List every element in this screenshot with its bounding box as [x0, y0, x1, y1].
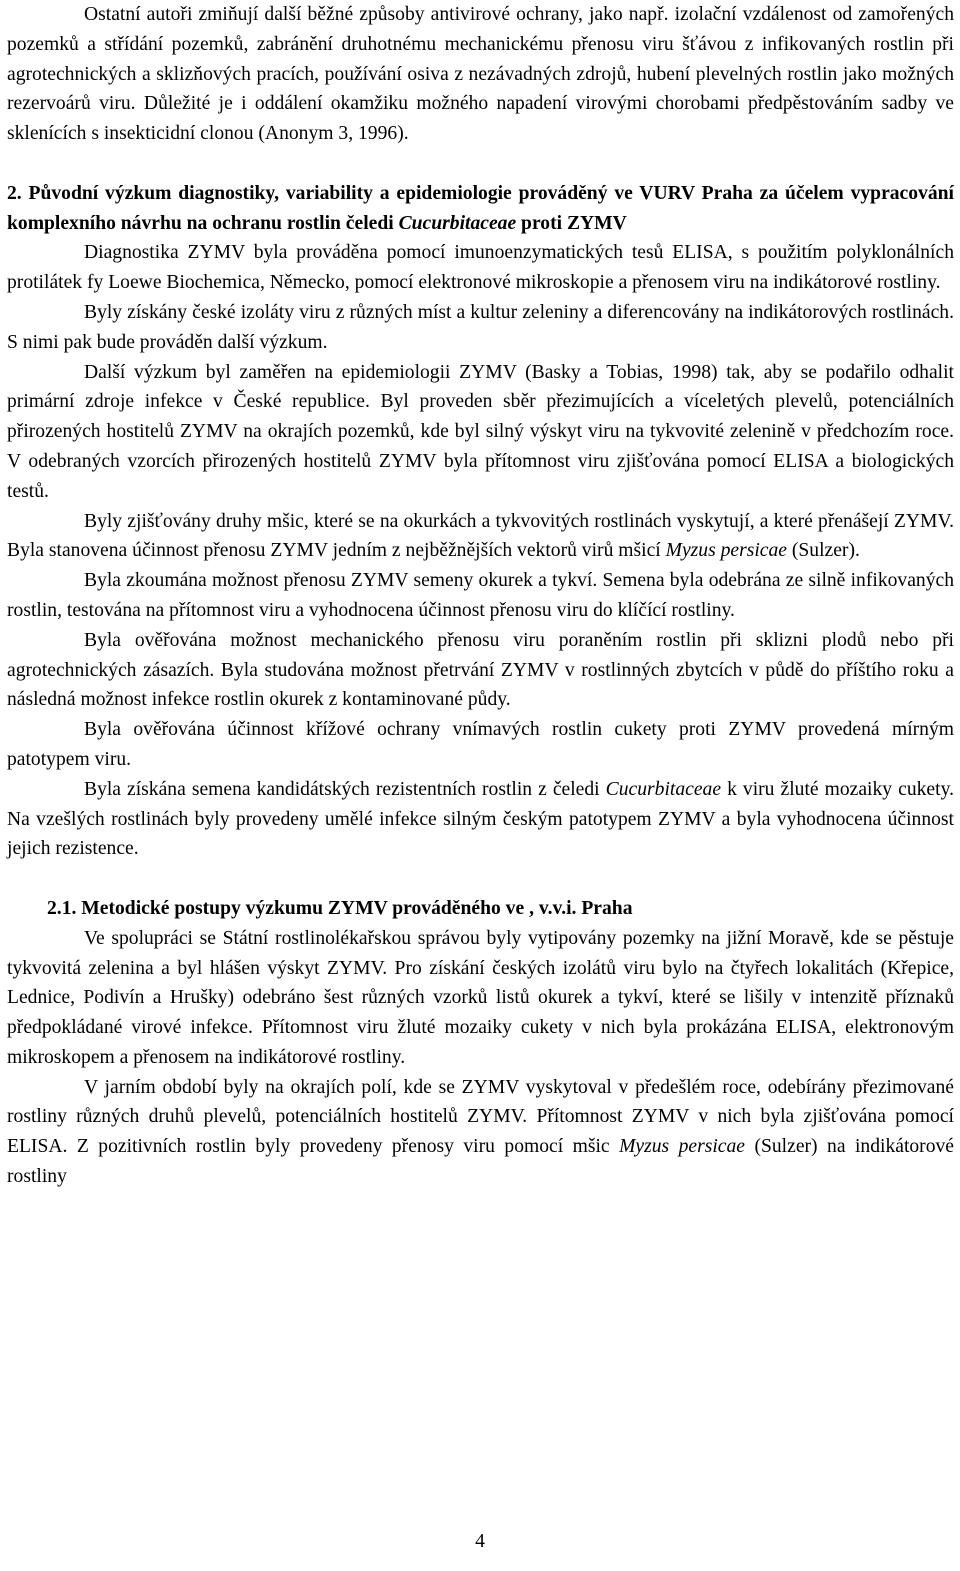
section-2-paragraph-4 [7, 507, 954, 567]
section-2-1-p2-italic: Myzus persicae [619, 1136, 745, 1158]
section-2-paragraph-3: Další výzkum byl zaměřen na epidemiologii ZYMV (Basky a Tobias, 1998) tak, aby se podařilo odhalit primární zdroje infekce v České republice. Byl proveden sběr přezimujících a víceletých plevelů, potenciálních přirozených hostitelů ZYMV na okrajích pozemků, kde byl silný výskyt viru na tykvovité zelenině v předchozím roce. V odebraných vzorcích přirozených hostitelů ZYMV byla přítomnost viru zjišťována pomocí ELISA a biologických testů. [7, 361, 954, 502]
intro-text-part2: Důležité je i oddálení okamžiku možného napadení virovými chorobami předpěstováním sadby ve sklenících s insekticidní clonou (Anonym 3, 1996). [7, 93, 954, 145]
section-2-paragraph-8 [7, 775, 954, 864]
section-2-paragraph-6: Byla ověřována možnost mechanického přenosu viru poraněním rostlin při sklizni plodů nebo při agrotechnických zásazích. Byla studována možnost přetrvání ZYMV v rostlinných zbytcích v půdě do příštího roku a následná možnost infekce rostlin okurek z kontaminované půdy. [7, 629, 954, 711]
document-page [7, 0, 954, 1192]
section-2-1-p2-end: (Sulzer) na indikátorové rostliny [7, 1136, 955, 1188]
intro-text-part1: Ostatní autoři zmiňují další běžné způsoby antivirové ochrany, jako např. izolační vzdálenost od zamořených pozemků a střídání pozemků, zabránění druhotnému mechanickému přenosu viru šťávou z infikovaných rostlin při agrotechnických a sklizňových pracích, používání osiva z nezávadných zdrojů, hubení plevelných rostlin jako možných rezervoárů viru. [7, 4, 954, 115]
section-2-1-paragraph-1: Ve spolupráci se Státní rostlinolékařskou správou byly vytipovány pozemky na jižní Moravě, kde se pěstuje tykvovitá zelenina a byl hlášen výskyt ZYMV. Pro získání českých izolátů viru bylo na čtyřech lokalitách (Křepice, Lednice, Podivín a Hrušky) odebráno šest různých vzorků listů okurek a tykví, které se lišily v intenzitě příznaků předpokládané virové infekce. Přítomnost viru žluté mozaiky cukety v nich byla prokázána ELISA, elektronovým mikroskopem a přenosem na indikátorové rostliny. [7, 927, 954, 1068]
section-2-1-heading: 2.1. Metodické postupy výzkumu ZYMV prováděného ve , v.v.i. Praha [47, 897, 633, 919]
section-2-p4-text: Byly zjišťovány druhy mšic, které se na okurkách a tykvovitých rostlinách vyskytují, a které přenášejí ZYMV. Byla stanovena účinnost přenosu ZYMV jedním z nejběžnějších vektorů virů mšicí [7, 510, 954, 562]
section-2-heading-end: proti ZYMV [516, 212, 627, 234]
section-2-p8-italic: Cucurbitaceae [605, 778, 722, 800]
section-2-paragraph-1: Diagnostika ZYMV byla prováděna pomocí imunoenzymatických tesů ELISA, s použitím polyklonálních protilátek fy Loewe Biochemica, Německo, pomocí elektronové mikroskopie a přenosem viru na indikátorové rostliny. [7, 242, 954, 294]
section-2-1-p2-text: V jarním období byly na okrajích polí, kde se ZYMV vyskytoval v předešlém roce, odebírány přezimované rostliny různých druhů plevelů, potenciálních hostitelů ZYMV. Přítomnost ZYMV v nich byla zjišťována pomocí ELISA. Z pozitivních rostlin byly provedeny přenosy viru pomocí mšic [7, 1076, 954, 1158]
section-2-p8-text: Byla získána semena kandidátských rezistentních rostlin z čeledi [84, 778, 606, 800]
intro-paragraph [7, 0, 954, 149]
section-2-p4-italic: Myzus persicae [665, 540, 787, 562]
section-2-paragraph-5: Byla zkoumána možnost přenosu ZYMV semeny okurek a tykví. Semena byla odebrána ze silně infikovaných rostlin, testována na přítomnost viru a vyhodnocena účinnost přenosu viru do klíčící rostliny. [7, 570, 954, 621]
section-2-paragraph-7: Byla ověřována účinnost křížové ochrany vnímavých rostlin cukety proti ZYMV provedená mírným patotypem viru. [7, 719, 954, 770]
section-2-heading [7, 179, 954, 239]
section-2-1-paragraph-2 [7, 1073, 954, 1192]
section-2-p8-end: k viru žluté mozaiky cukety. Na vzešlých rostlinách byly provedeny umělé infekce silným českým patotypem ZYMV a byla vyhodnocena účinnost jejich rezistence. [7, 778, 954, 860]
section-2-heading-italic: Cucurbitaceae [398, 212, 517, 234]
section-2-p4-end: (Sulzer). [786, 540, 860, 562]
section-2-heading-text: 2. Původní výzkum diagnostiky, variability a epidemiologie prováděný ve VURV Praha za účelem vypracování komplexního návrhu na ochranu rostlin čeledi [7, 182, 954, 234]
page-number: 4 [475, 1531, 485, 1552]
section-2-paragraph-2: Byly získány české izoláty viru z různých míst a kultur zeleniny a diferencovány na indikátorových rostlinách. S nimi pak bude prováděn další výzkum. [7, 301, 954, 353]
